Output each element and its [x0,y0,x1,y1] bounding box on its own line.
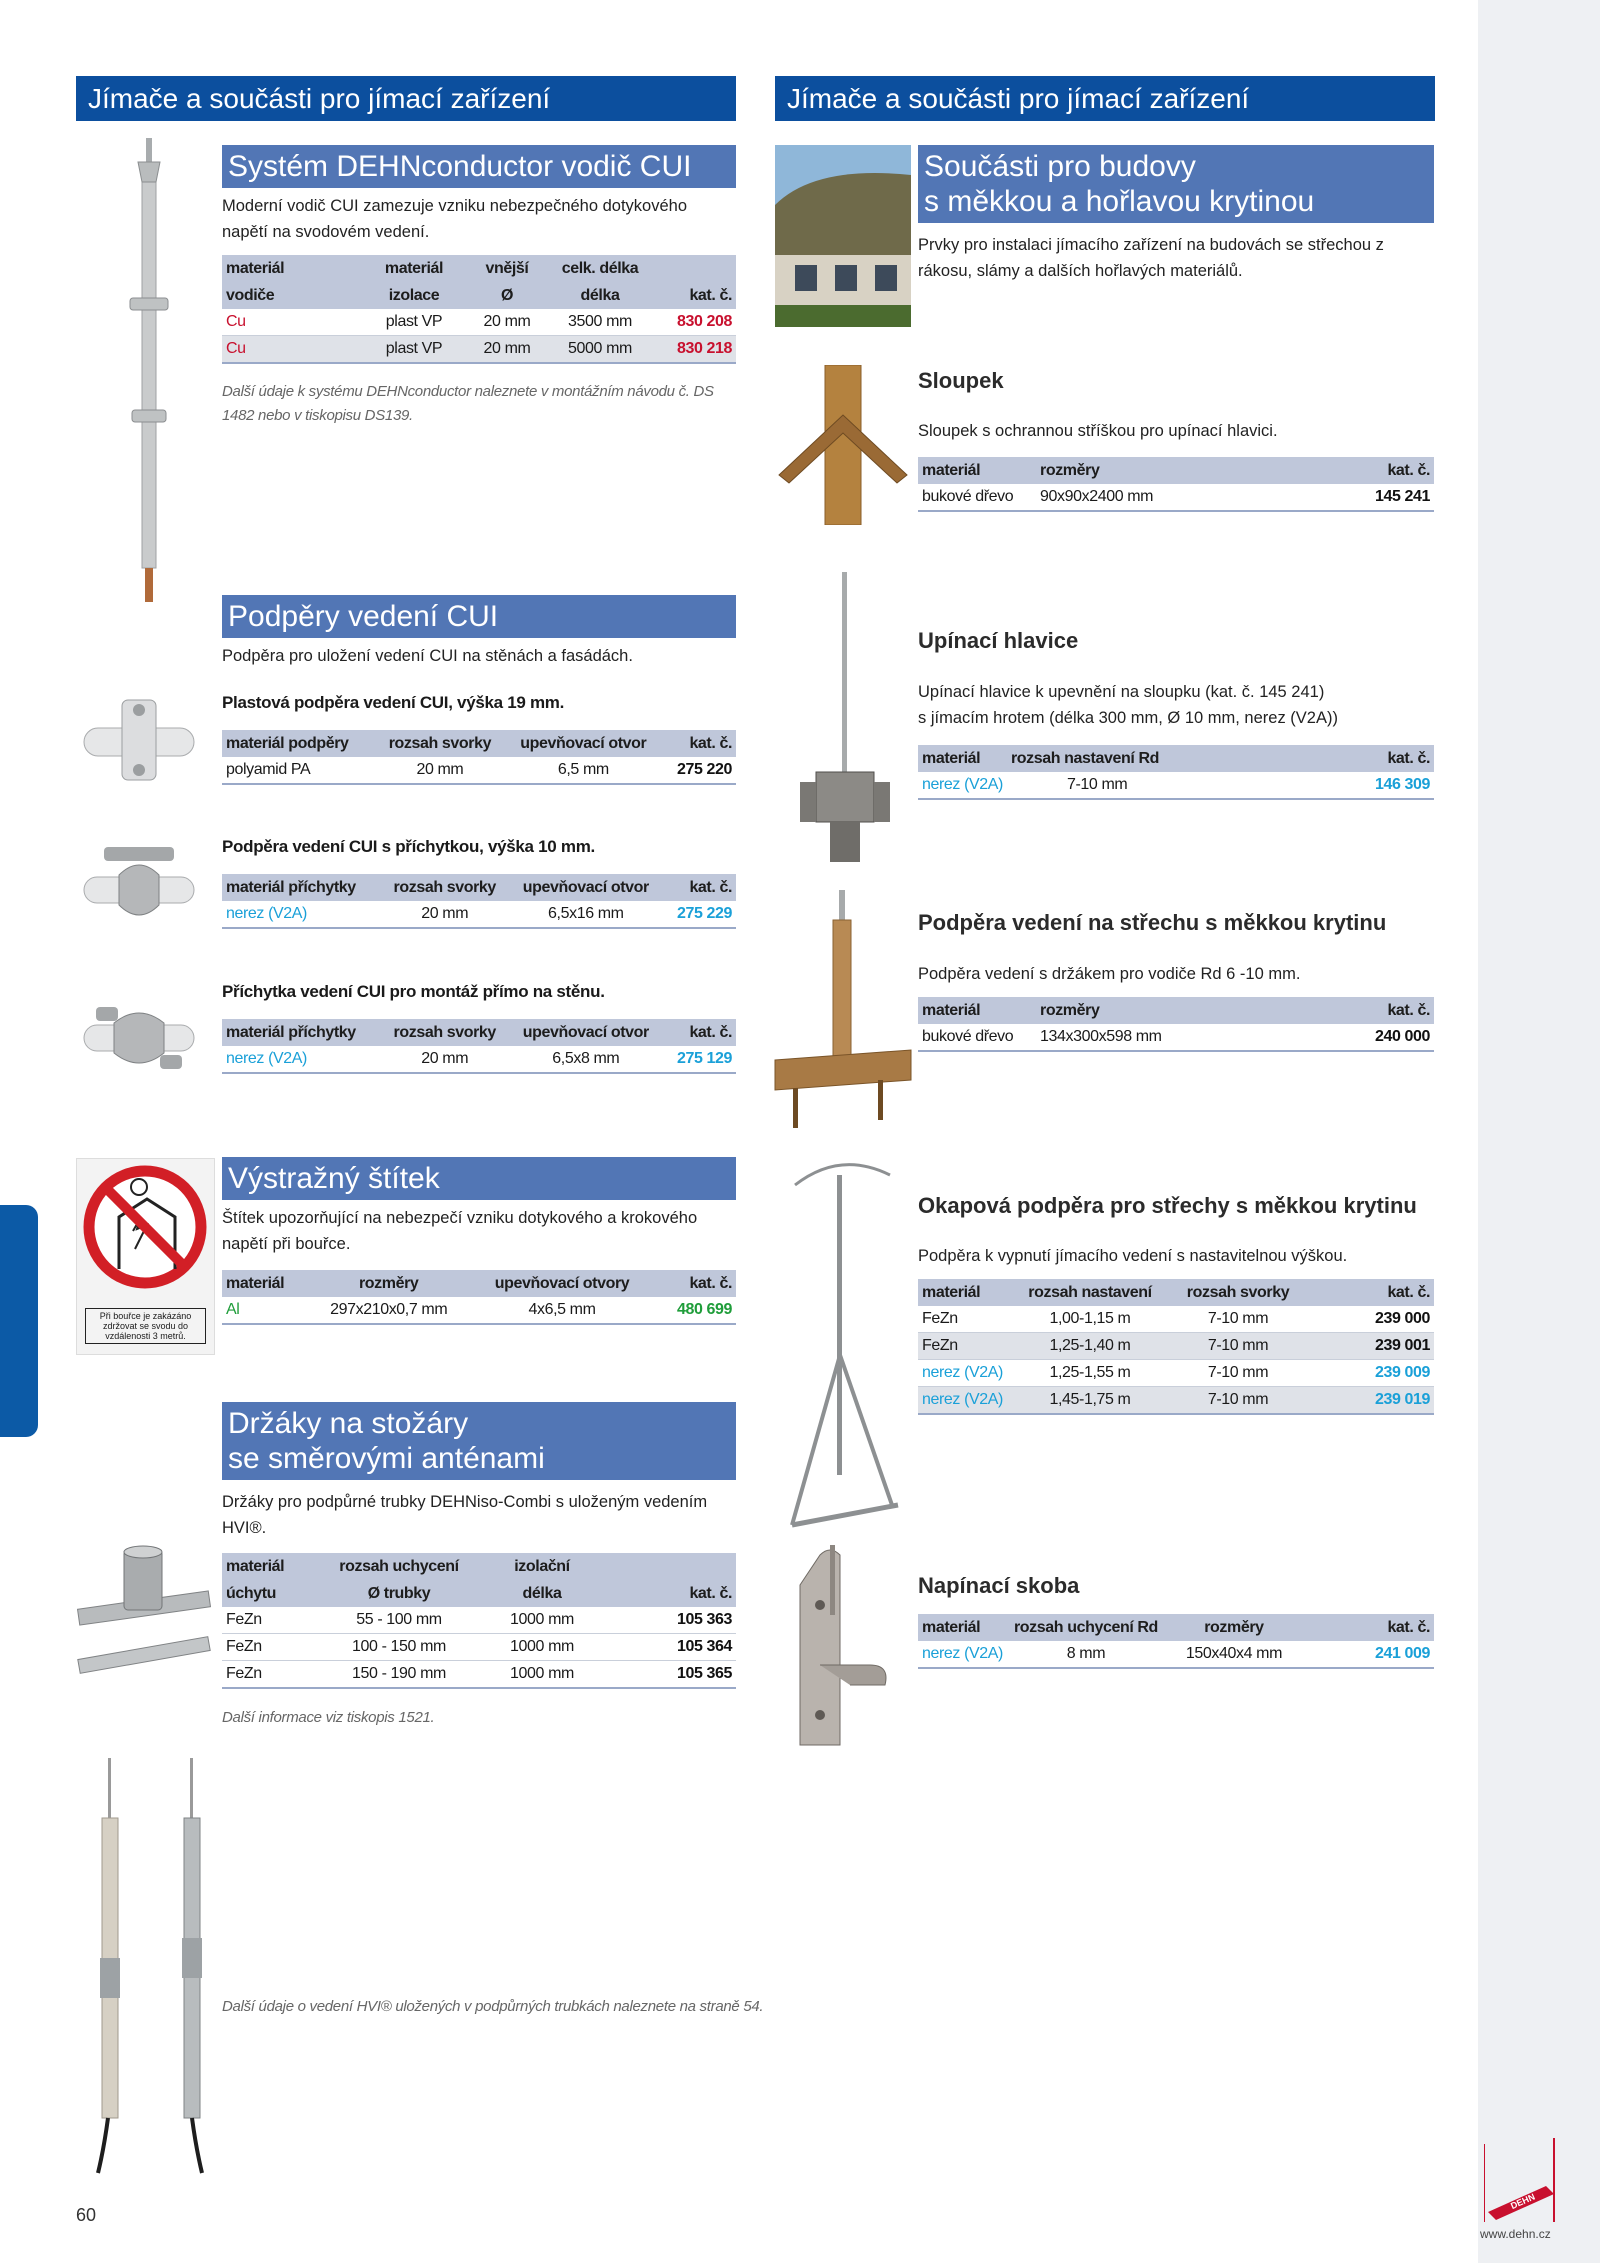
dehnconductor-title [222,145,736,188]
col-header: materiál [918,1614,1007,1641]
catalog-number: 146 309 [1311,772,1434,799]
cell: 55 - 100 mm [320,1607,478,1634]
clamp-head-image [780,572,910,872]
cell: 150 - 190 mm [320,1661,478,1689]
catalog-number: 830 208 [654,309,736,336]
col-header: rozsah svorky [375,730,505,757]
right-margin-band [1478,0,1600,2263]
catalog-number: 105 365 [606,1661,736,1689]
col-header: upevňovací otvor [508,1019,663,1046]
col-header: rozsah nastavení [1016,1279,1164,1306]
thatched-house-image [775,145,911,327]
catalog-number: 275 220 [662,757,736,784]
col-header: materiál [918,745,1007,772]
cell: 6,5x8 mm [508,1046,663,1073]
catalog-number: 239 000 [1312,1306,1434,1333]
clip-support-table [222,874,736,929]
col-header: kat. č. [1303,1614,1434,1641]
clip-support-image [74,835,204,945]
cell: 20 mm [468,336,546,364]
col-header: izolační [478,1553,606,1580]
clamp-head-title: Upínací hlavice [918,628,1079,653]
cell: 8 mm [1007,1641,1165,1668]
plastic-support-table [222,730,736,785]
table-row [918,484,1434,511]
eaves-desc: Podpěra k vypnutí jímacího vedení s nastavitelnou výškou. [918,1247,1348,1265]
catalog-number: 240 000 [1304,1024,1434,1051]
cell: 90x90x2400 mm [1036,484,1298,511]
cell: 7-10 mm [1164,1360,1312,1387]
cell: FeZn [222,1661,320,1689]
col-header: kat. č. [1298,457,1434,484]
catalog-number: 239 001 [1312,1333,1434,1360]
dehnconductor-desc: Moderní vodič CUI zamezuje vzniku nebezpečného dotykového napětí na svodovém vedení. [222,197,688,241]
col-header: rozsah svorky [381,1019,508,1046]
cell: FeZn [918,1333,1016,1360]
cell: 1000 mm [478,1634,606,1661]
col-header: rozměry [308,1270,470,1297]
cell: 6,5 mm [505,757,662,784]
warning-title [222,1157,736,1200]
dehnconductor-table [222,255,736,364]
catalog-number: 275 229 [663,901,736,928]
col-header: upevňovací otvor [508,874,663,901]
soft-roof-title [918,145,1434,223]
cell: 20 mm [375,757,505,784]
cell: 20 mm [381,901,508,928]
hvi-note: Další údaje o vedení HVI® uložených v podpůrných trubkách naleznete na straně 54. [222,1998,764,2015]
col-header: rozměry [1036,457,1298,484]
supports-title-text: Podpěry vedení CUI [228,600,499,633]
cell: 1,45-1,75 m [1016,1387,1164,1415]
col-header: upevňovací otvory [470,1270,655,1297]
col-header: kat. č. [1304,997,1434,1024]
dehnconductor-note: Další údaje k systému DEHNconductor naleznete v montážním návodu č. DS 1482 nebo v tiskopisu DS139. [222,383,714,424]
col-header: rozsah uchycení Rd [1007,1614,1165,1641]
warning-title-text: Výstražný štítek [228,1162,440,1195]
clamp-head-table [918,745,1434,800]
table-row [918,1306,1434,1333]
col-header: celk. délka [546,255,654,282]
col-header: materiál [918,457,1036,484]
col-header: materiál [918,1279,1016,1306]
cell: 6,5x16 mm [508,901,663,928]
roof-support-image [773,890,913,1135]
col-header: vnější [468,255,546,282]
col-header: kat. č. [663,874,736,901]
cell: nerez (V2A) [918,1360,1016,1387]
catalog-number: 241 009 [1303,1641,1434,1668]
dehnconductor-title-text: Systém DEHNconductor vodič CUI [228,150,692,183]
cell: nerez (V2A) [918,1387,1016,1415]
roof-support-desc: Podpěra vedení s držákem pro vodiče Rd 6 -10 mm. [918,965,1301,983]
cell: 4x6,5 mm [470,1297,655,1324]
soft-roof-title-line1: Součásti pro budovy [924,150,1196,183]
left-section-header: Jímače a součásti pro jímací zařízení [76,76,736,121]
cell: 7-10 mm [1164,1306,1312,1333]
col-header: rozsah svorky [1164,1279,1312,1306]
col-header: kat. č. [663,1019,736,1046]
table-row [918,1024,1434,1051]
post-title: Sloupek [918,368,1004,393]
cell: plast VP [360,309,468,336]
catalog-number: 105 363 [606,1607,736,1634]
roof-support-table [918,997,1434,1052]
warning-sign-image [76,1158,215,1355]
col-header: upevňovací otvor [505,730,662,757]
supports-title [222,595,736,638]
col-header [654,255,736,282]
cell: 150x40x4 mm [1165,1641,1303,1668]
cell: FeZn [222,1607,320,1634]
tension-hook-image [790,1545,900,1755]
table-row [222,757,736,784]
table-row [222,1297,736,1324]
clamp-head-desc2: s jímacím hrotem (délka 300 mm, Ø 10 mm, nerez (V2A)) [918,709,1338,727]
table-row [918,1387,1434,1415]
mast-holder-image [74,1540,214,1685]
catalog-number: 830 218 [654,336,736,364]
tension-hook-table [918,1614,1434,1669]
col-header: kat. č. [1312,1279,1434,1306]
col-header: materiál příchytky [222,874,381,901]
catalog-number: 275 129 [663,1046,736,1073]
col-header: rozsah nastavení Rd [1007,745,1311,772]
eaves-support-image [780,1155,910,1535]
page-number: 60 [76,2205,97,2225]
col-header: kat. č. [654,1270,736,1297]
mast-title [222,1402,736,1480]
col-header: materiál [222,1553,320,1580]
soft-roof-desc: Prvky pro instalaci jímacího zařízení na budovách se střechou z rákosu, slámy a dalších hořlavých materiálů. [918,236,1384,280]
mast-table [222,1553,736,1689]
clamp-head-desc1: Upínací hlavice k upevnění na sloupku (kat. č. 145 241) [918,683,1325,701]
col-header: kat. č. [606,1580,736,1607]
col-header: materiál podpěry [222,730,375,757]
col-header: kat. č. [654,282,736,309]
col-header: kat. č. [662,730,736,757]
cell: FeZn [918,1306,1016,1333]
catalog-number: 480 699 [654,1297,736,1324]
mast-note: Další informace viz tiskopis 1521. [222,1709,435,1726]
table-row [222,901,736,928]
col-header: rozměry [1165,1614,1303,1641]
cell: 7-10 mm [1007,772,1311,799]
cell: 1,25-1,55 m [1016,1360,1164,1387]
cell: bukové dřevo [918,1024,1036,1051]
wall-clip-title: Příchytka vedení CUI pro montáž přímo na stěnu. [222,982,605,1001]
cell: 3500 mm [546,309,654,336]
table-row [222,336,736,364]
warning-desc: Štítek upozorňující na nebezpečí vzniku dotykového a krokového napětí při bouřce. [222,1209,698,1253]
tension-hook-title: Napínací skoba [918,1573,1080,1598]
col-header: rozměry [1036,997,1304,1024]
cell: 134x300x598 mm [1036,1024,1304,1051]
post-table [918,457,1434,512]
col-header: izolace [360,282,468,309]
col-header: úchytu [222,1580,320,1607]
table-row [222,1634,736,1661]
cell: nerez (V2A) [222,901,381,928]
prohibition-icon [77,1159,214,1299]
plastic-support-title: Plastová podpěra vedení CUI, výška 19 mm. [222,693,565,712]
wall-clip-table [222,1019,736,1074]
hvi-tubes-image [90,1758,220,2178]
post-desc: Sloupek s ochrannou stříškou pro upínací hlavici. [918,422,1278,440]
logo-text: DEHN [1509,2191,1537,2212]
supports-desc: Podpěra pro uložení vedení CUI na stěnách a fasádách. [222,647,633,665]
table-row [918,1333,1434,1360]
right-section-header: Jímače a součásti pro jímací zařízení [775,76,1435,121]
roof-support-title: Podpěra vedení na střechu s měkkou krytinu [918,910,1387,935]
wall-clip-image [74,985,204,1085]
table-row [918,1641,1434,1668]
warning-table [222,1270,736,1325]
cell: nerez (V2A) [222,1046,381,1073]
col-header: materiál příchytky [222,1019,381,1046]
cell: Cu [222,309,360,336]
cell: polyamid PA [222,757,375,784]
cell: 1,25-1,40 m [1016,1333,1164,1360]
cell: Cu [222,336,360,364]
catalog-number: 239 019 [1312,1387,1434,1415]
website-url[interactable]: www.dehn.cz [1480,2227,1551,2241]
col-header: materiál [360,255,468,282]
cell: 20 mm [381,1046,508,1073]
table-row [222,309,736,336]
clip-support-title: Podpěra vedení CUI s příchytkou, výška 10 mm. [222,837,595,856]
cell: nerez (V2A) [918,772,1007,799]
eaves-title: Okapová podpěra pro střechy s měkkou krytinu [918,1193,1417,1218]
col-header: rozsah uchycení [320,1553,478,1580]
chapter-tab [0,1205,38,1437]
plastic-support-image [74,690,204,790]
dehn-logo [1484,2138,1558,2222]
mast-title-line2: se směrovými anténami [228,1442,545,1475]
col-header: délka [478,1580,606,1607]
cell: bukové dřevo [918,484,1036,511]
col-header: Ø trubky [320,1580,478,1607]
table-row [918,772,1434,799]
warning-sign-text: Při bouřce je zakázáno zdržovat se svodu do vzdálenosti 3 metrů. [85,1308,206,1344]
catalog-number: 145 241 [1298,484,1434,511]
cell: 20 mm [468,309,546,336]
col-header: rozsah svorky [381,874,508,901]
cell: 1,00-1,15 m [1016,1306,1164,1333]
table-row [918,1360,1434,1387]
cell: nerez (V2A) [918,1641,1007,1668]
table-row [222,1046,736,1073]
catalog-number: 239 009 [1312,1360,1434,1387]
table-row [222,1607,736,1634]
cell: 7-10 mm [1164,1387,1312,1415]
cell: 297x210x0,7 mm [308,1297,470,1324]
col-header [606,1553,736,1580]
cell: 1000 mm [478,1607,606,1634]
cell: 1000 mm [478,1661,606,1689]
catalog-number: 105 364 [606,1634,736,1661]
col-header: vodiče [222,282,360,309]
cell: Al [222,1297,308,1324]
col-header: materiál [918,997,1036,1024]
cell: plast VP [360,336,468,364]
table-row [222,1661,736,1689]
cell: FeZn [222,1634,320,1661]
col-header: materiál [222,1270,308,1297]
col-header: Ø [468,282,546,309]
cell: 5000 mm [546,336,654,364]
soft-roof-title-line2: s měkkou a hořlavou krytinou [924,185,1315,218]
mast-desc: Držáky pro podpůrné trubky DEHNiso-Combi s uloženým vedením HVI®. [222,1493,708,1537]
post-image [775,365,911,525]
cell: 7-10 mm [1164,1333,1312,1360]
cui-conductor-image [120,138,180,608]
col-header: materiál [222,255,360,282]
col-header: délka [546,282,654,309]
eaves-table [918,1279,1434,1415]
cell: 100 - 150 mm [320,1634,478,1661]
col-header: kat. č. [1311,745,1434,772]
mast-title-line1: Držáky na stožáry [228,1407,469,1440]
